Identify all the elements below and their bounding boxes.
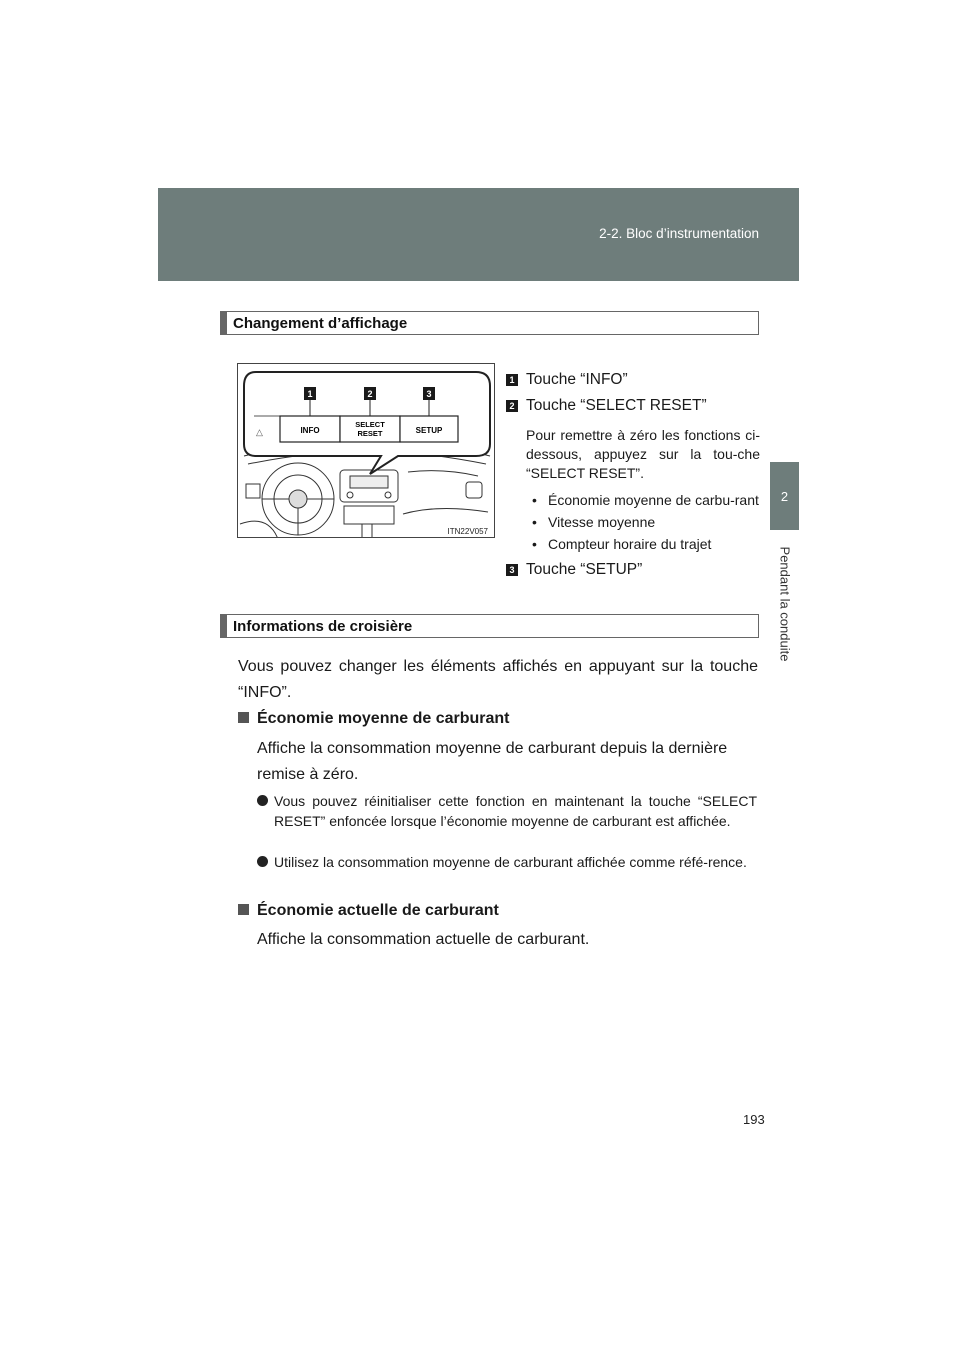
key-label-info: Touche “INFO” <box>526 371 628 388</box>
key-number-3: 3 <box>506 564 518 576</box>
dashboard-drawing <box>238 364 495 538</box>
chapter-tab-number: 2 <box>770 462 799 530</box>
average-economy-note-2 <box>257 852 757 872</box>
average-economy-description: Affiche la consommation moyenne de carburant depuis la dernière remise à zéro. <box>257 740 728 783</box>
key-label-select-reset: Touche “SELECT RESET” <box>526 397 707 414</box>
subheading-average-economy <box>238 710 510 728</box>
square-bullet-icon <box>238 712 249 723</box>
reset-subitem: • Compteur horaire du trajet <box>505 533 760 555</box>
callout-1: 1 <box>307 389 313 399</box>
dashboard-illustration <box>237 363 495 538</box>
select-button-label: SELECT <box>355 420 385 429</box>
subheading-current-economy <box>238 902 499 920</box>
chapter-tab-label <box>770 530 799 678</box>
section-heading-text: Informations de croisière <box>233 618 413 635</box>
key-label-setup: Touche “SETUP” <box>526 561 643 578</box>
key-item-setup <box>505 560 760 580</box>
subheading-average-economy-text: Économie moyenne de carburant <box>257 710 510 727</box>
average-economy-note-1-text: Vous pouvez réinitialiser cette fonction en maintenant la touche “SELECT RESET” enfoncée lorsque l’économie moyenne de carburant est affichée. <box>274 793 757 829</box>
key-item-select-reset <box>505 396 760 416</box>
key-item-info <box>505 370 760 390</box>
callout-2: 2 <box>367 389 373 399</box>
key-legend <box>505 370 760 580</box>
section-heading-cruise-info <box>220 614 759 638</box>
square-bullet-icon <box>238 904 249 915</box>
section-heading-display-change <box>220 311 759 335</box>
figure-code: ITN22V057 <box>447 527 488 536</box>
average-economy-note-1 <box>257 791 757 831</box>
svg-text:△: △ <box>256 427 263 437</box>
round-bullet-icon <box>257 795 268 806</box>
chapter-tab-label-text: Pendant la conduite <box>777 546 792 662</box>
info-button-label: INFO <box>300 426 320 435</box>
section-heading-text: Changement d’affichage <box>233 315 408 332</box>
key-number-2: 2 <box>506 400 518 412</box>
average-economy-note-2-text: Utilisez la consommation moyenne de carburant affichée comme réfé-rence. <box>274 854 747 870</box>
setup-button-label: SETUP <box>415 426 443 435</box>
header-band <box>158 188 799 281</box>
callout-3: 3 <box>426 389 432 399</box>
reset-note: Pour remettre à zéro les fonctions ci-dessous, appuyez sur la tou-che “SELECT RESET”. <box>526 427 760 481</box>
round-bullet-icon <box>257 856 268 867</box>
page-number: 193 <box>743 1112 765 1127</box>
reset-button-label: RESET <box>357 429 383 438</box>
key-number-1: 1 <box>506 374 518 386</box>
section-title: 2-2. Bloc d’instrumentation <box>599 226 759 241</box>
reset-subitem: • Vitesse moyenne <box>505 511 760 533</box>
reset-subitem: • Économie moyenne de carbu-rant <box>505 489 760 511</box>
cruise-info-intro: Vous pouvez changer les éléments affichés en appuyant sur la touche “INFO”. <box>238 658 758 701</box>
current-economy-description: Affiche la consommation actuelle de carburant. <box>257 931 590 948</box>
subheading-current-economy-text: Économie actuelle de carburant <box>257 902 499 919</box>
